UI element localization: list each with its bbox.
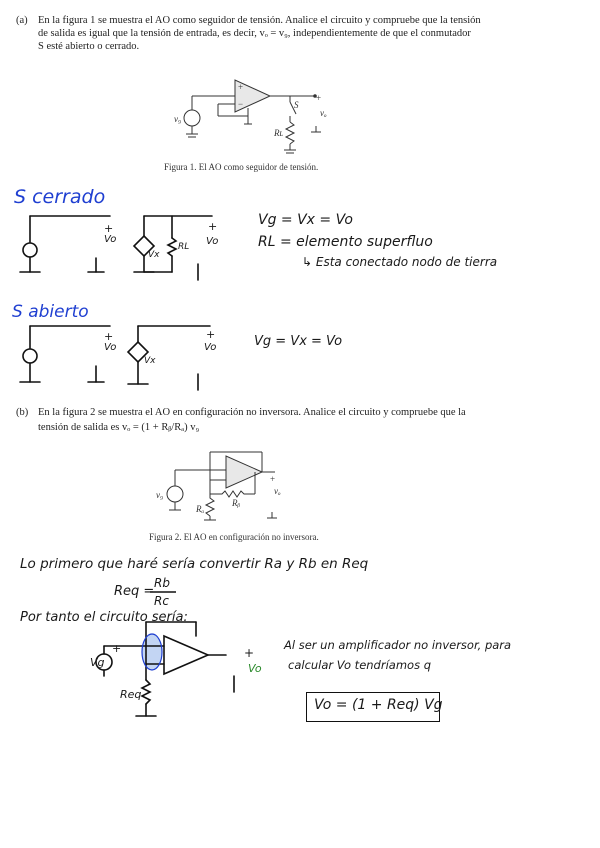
cerrado-rl-label: RL [178,242,190,252]
final-equation: Vo = (1 + Req) Vg [314,697,443,713]
fig1-plus-sign: + [238,82,244,92]
abierto-plus-1: + [104,330,114,343]
part-b-line-2: tensión de salida es vₒ = (1 + Rᵦ/Rₐ) v₉ [38,422,200,433]
s-abierto-heading: S abierto [12,302,89,322]
fig1-rl-label: Rʟ [274,128,284,138]
cerrado-plus-2: + [208,220,218,233]
part-b-label: (b) [16,407,29,418]
eq-circuit-req: Req [120,688,142,701]
side-note-1: Al ser un amplificador no inversor, para [284,638,512,652]
figure-1-caption: Figura 1. El AO como seguidor de tensión. [164,162,319,172]
open-eq: Vg = Vx = Vo [254,334,343,349]
part-a-line-1: En la figura 1 se muestra el AO como seguidor de tensión. Analice el circuito y compruebe que la tensión [38,15,481,26]
notes-b-line-2: Por tanto el circuito sería: [20,610,188,625]
abierto-vo-1: Vo [104,342,117,353]
part-a-label: (a) [16,15,28,26]
fig1-out-plus: + [316,93,322,103]
fig2-rb-label: Rᵦ [232,498,241,508]
part-b-line-1: En la figura 2 se muestra el AO en configuración no inversora. Analice el circuito y compruebe que la [38,407,466,418]
abierto-plus-2: + [206,328,216,341]
side-note-2: calcular Vo tendríamos q [288,658,432,672]
abierto-vx-label: Vx [144,356,156,366]
eq-circuit-vg: Vg [90,656,105,669]
part-a-line-2: de salida es igual que la tensión de entrada, es decir, vₒ = v₉, independientemente de que el conmutador [38,28,471,39]
req-lhs: Req = [114,584,155,599]
figure-2-caption: Figura 2. El AO en configuración no inversora. [149,532,319,542]
closed-eq-2: RL = elemento superfluo [258,234,433,250]
eq-circuit-out-plus: + [244,646,255,660]
fig2-ra-label: Rₐ [196,504,205,514]
closed-eq-1: Vg = Vx = Vo [258,212,353,228]
fig2-vg-label: v₉ [156,490,164,500]
abierto-vo-2: Vo [204,342,217,353]
fig1-vg-label: v₉ [174,114,182,124]
part-a-line-3: S esté abierto o cerrado. [38,41,140,52]
cerrado-vx-label: Vx [148,250,160,260]
fig2-out-plus: + [270,474,276,484]
notes-b-line-1: Lo primero que haré sería convertir Ra y Rb en Req [20,556,369,572]
cerrado-vo-2: Vo [206,236,219,247]
eq-circuit-vo: Vo [248,662,262,675]
fig1-s-label: S [294,100,299,110]
req-denominator: Rc [154,594,169,608]
cerrado-plus-1: + [104,222,114,235]
s-cerrado-heading: S cerrado [14,186,106,208]
fig2-vo-label: vₒ [274,486,281,496]
fig1-minus-sign: − [238,99,244,109]
cerrado-vo-1: Vo [104,234,117,245]
eq-circuit-plus: + [112,642,122,655]
req-numerator: Rb [154,576,170,590]
fig1-vo-label: vₒ [320,108,327,118]
closed-eq-3: ↳ Esta conectado nodo de tierra [302,255,498,269]
